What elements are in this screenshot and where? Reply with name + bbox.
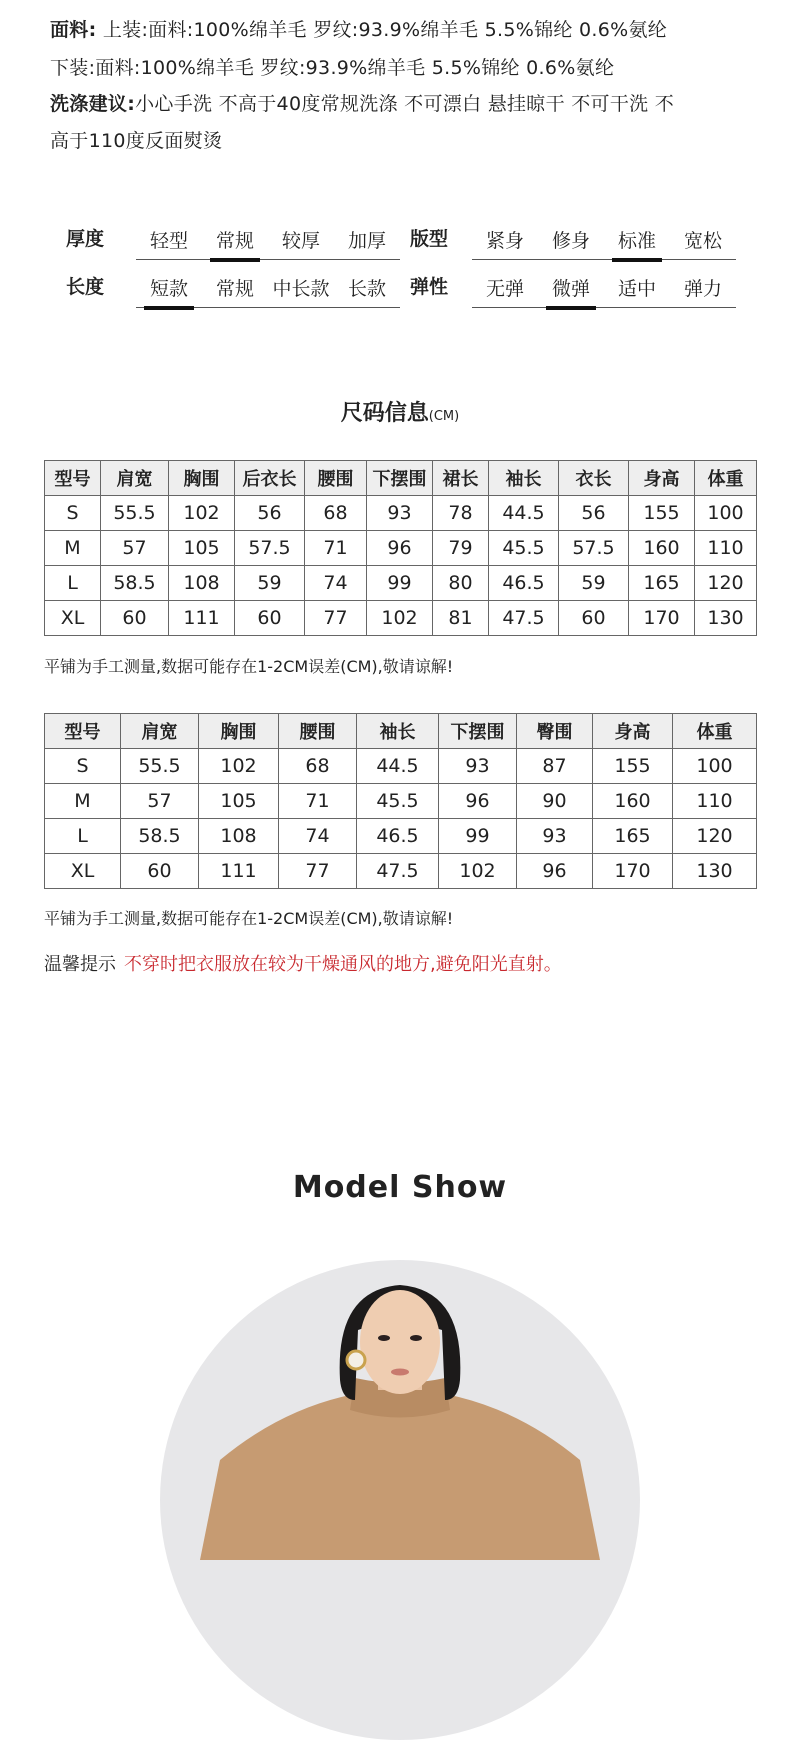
size-info-title-text: 尺码信息 — [340, 401, 429, 426]
table-header-cell: 袖长 — [357, 714, 439, 749]
table-header-cell: 体重 — [695, 461, 757, 496]
table-cell: 71 — [305, 531, 367, 566]
table-cell: 99 — [439, 819, 517, 854]
fit-option: 标准 — [604, 226, 670, 259]
measurement-note-2: 平铺为手工测量,数据可能存在1-2CM误差(CM),敬请谅解! — [44, 909, 454, 928]
fit-option: 宽松 — [683, 230, 722, 252]
table-cell: 74 — [305, 566, 367, 601]
table-cell: 74 — [279, 819, 357, 854]
table-cell: 44.5 — [357, 749, 439, 784]
table-header-cell: 腰围 — [305, 461, 367, 496]
material-line-2: 下装:面料:100%绵羊毛 罗纹:93.9%绵羊毛 5.5%锦纶 0.6%氨纶 — [50, 57, 615, 79]
table-cell: 60 — [121, 854, 199, 889]
table-row — [45, 496, 757, 531]
table-cell: L — [45, 566, 101, 601]
table-cell: 160 — [593, 784, 673, 819]
table-cell: 68 — [305, 496, 367, 531]
table-cell: 56 — [235, 496, 305, 531]
table-cell: 80 — [433, 566, 489, 601]
table-cell: S — [45, 496, 101, 531]
table-header-cell: 衣长 — [559, 461, 629, 496]
table-cell: 87 — [517, 749, 593, 784]
table-cell: 55.5 — [101, 496, 169, 531]
table-cell: 60 — [235, 601, 305, 636]
elasticity-option: 微弹 — [538, 274, 604, 307]
table-header-cell: 胸围 — [199, 714, 279, 749]
table-cell: 100 — [695, 496, 757, 531]
table-cell: 78 — [433, 496, 489, 531]
table-cell: 56 — [559, 496, 629, 531]
care-line-2: 高于110度反面熨烫 — [50, 130, 223, 152]
table-header-cell: 肩宽 — [101, 461, 169, 496]
table-cell: 130 — [673, 854, 757, 889]
table-cell: M — [45, 784, 121, 819]
care-text-1: 小心手洗 不高于40度常规洗涤 不可漂白 悬挂晾干 不可干洗 不 — [135, 93, 675, 115]
table-cell: 93 — [439, 749, 517, 784]
thickness-option: 加厚 — [347, 230, 386, 252]
table-header-cell: 型号 — [45, 714, 121, 749]
table-cell: 111 — [199, 854, 279, 889]
table-cell: 81 — [433, 601, 489, 636]
table-header-row — [45, 714, 757, 749]
table-header-cell: 胸围 — [169, 461, 235, 496]
table-row — [45, 749, 757, 784]
table-cell: 77 — [305, 601, 367, 636]
table-cell: 47.5 — [489, 601, 559, 636]
table-cell: 58.5 — [121, 819, 199, 854]
table-header-cell: 体重 — [673, 714, 757, 749]
measurement-note-1: 平铺为手工测量,数据可能存在1-2CM误差(CM),敬请谅解! — [44, 657, 454, 676]
table-cell: 96 — [517, 854, 593, 889]
table-row — [45, 566, 757, 601]
table-cell: 110 — [673, 784, 757, 819]
table-cell: 105 — [169, 531, 235, 566]
table-cell: S — [45, 749, 121, 784]
table-header-cell: 裙长 — [433, 461, 489, 496]
thickness-options — [136, 226, 400, 260]
thickness-option: 常规 — [202, 226, 268, 259]
elasticity-options — [472, 274, 736, 308]
table-cell: 160 — [629, 531, 695, 566]
table-cell: 108 — [169, 566, 235, 601]
table-cell: 60 — [559, 601, 629, 636]
table-cell: 46.5 — [489, 566, 559, 601]
table-row — [45, 531, 757, 566]
fit-options — [472, 226, 736, 260]
fit-label: 版型 — [410, 228, 449, 250]
table-cell: 68 — [279, 749, 357, 784]
table-cell: L — [45, 819, 121, 854]
table-cell: 102 — [367, 601, 433, 636]
table-cell: 57.5 — [235, 531, 305, 566]
tip-text: 不穿时把衣服放在较为干燥通风的地方,避免阳光直射。 — [124, 954, 562, 975]
tip-label: 温馨提示 — [44, 954, 116, 975]
table-cell: 165 — [593, 819, 673, 854]
table-cell: 93 — [517, 819, 593, 854]
table-cell: 90 — [517, 784, 593, 819]
table-cell: 155 — [629, 496, 695, 531]
table-row — [45, 819, 757, 854]
table-cell: 57.5 — [559, 531, 629, 566]
table-cell: 59 — [559, 566, 629, 601]
table-cell: 57 — [121, 784, 199, 819]
size-table-bottom — [44, 713, 757, 889]
material-top-text: 上装:面料:100%绵羊毛 罗纹:93.9%绵羊毛 5.5%锦纶 0.6%氨纶 — [96, 19, 668, 41]
length-label: 长度 — [66, 276, 105, 298]
model-show-title: Model Show — [292, 1170, 508, 1205]
model-photo — [160, 1260, 640, 1740]
table-row — [45, 854, 757, 889]
material-line-1 — [50, 12, 667, 48]
table-header-cell: 型号 — [45, 461, 101, 496]
table-cell: 57 — [101, 531, 169, 566]
size-info-unit: (CM) — [428, 409, 460, 424]
table-cell: 46.5 — [357, 819, 439, 854]
table-cell: 105 — [199, 784, 279, 819]
thickness-option: 轻型 — [149, 230, 188, 252]
length-option: 短款 — [136, 274, 202, 307]
table-cell: 71 — [279, 784, 357, 819]
elasticity-option: 适中 — [617, 278, 656, 300]
table-cell: 102 — [439, 854, 517, 889]
table-cell: 102 — [169, 496, 235, 531]
model-illustration — [160, 1260, 640, 1560]
table-header-cell: 后衣长 — [235, 461, 305, 496]
table-header-cell: 身高 — [629, 461, 695, 496]
table-cell: 58.5 — [101, 566, 169, 601]
table-cell: 170 — [629, 601, 695, 636]
table-cell: 44.5 — [489, 496, 559, 531]
thickness-option: 较厚 — [281, 230, 320, 252]
table-row — [45, 784, 757, 819]
table-cell: 45.5 — [489, 531, 559, 566]
material-label: 面料: — [50, 19, 97, 41]
table-cell: 130 — [695, 601, 757, 636]
table-header-cell: 下摆围 — [439, 714, 517, 749]
table-cell: 79 — [433, 531, 489, 566]
table-header-cell: 臀围 — [517, 714, 593, 749]
table-cell: 110 — [695, 531, 757, 566]
table-cell: 47.5 — [357, 854, 439, 889]
table-cell: 170 — [593, 854, 673, 889]
table-cell: 96 — [367, 531, 433, 566]
table-header-row — [45, 461, 757, 496]
elasticity-label: 弹性 — [410, 276, 449, 298]
table-cell: 59 — [235, 566, 305, 601]
table-cell: 60 — [101, 601, 169, 636]
table-cell: 77 — [279, 854, 357, 889]
care-line-1 — [50, 86, 674, 122]
table-cell: XL — [45, 854, 121, 889]
table-cell: 165 — [629, 566, 695, 601]
elasticity-option: 无弹 — [485, 278, 524, 300]
table-cell: XL — [45, 601, 101, 636]
table-cell: 55.5 — [121, 749, 199, 784]
length-option: 中长款 — [272, 278, 330, 300]
table-cell: 100 — [673, 749, 757, 784]
size-table-top — [44, 460, 757, 636]
table-header-cell: 下摆围 — [367, 461, 433, 496]
table-cell: 93 — [367, 496, 433, 531]
length-options — [136, 274, 400, 308]
table-cell: 45.5 — [357, 784, 439, 819]
table-cell: 155 — [593, 749, 673, 784]
table-header-cell: 袖长 — [489, 461, 559, 496]
table-cell: M — [45, 531, 101, 566]
fit-option: 修身 — [551, 230, 590, 252]
table-cell: 102 — [199, 749, 279, 784]
table-cell: 96 — [439, 784, 517, 819]
table-header-cell: 腰围 — [279, 714, 357, 749]
table-header-cell: 肩宽 — [121, 714, 199, 749]
care-label: 洗涤建议: — [50, 93, 136, 115]
table-cell: 120 — [695, 566, 757, 601]
thickness-label: 厚度 — [66, 228, 105, 250]
table-cell: 120 — [673, 819, 757, 854]
table-cell: 99 — [367, 566, 433, 601]
care-tip — [44, 950, 562, 976]
fit-option: 紧身 — [485, 230, 524, 252]
table-cell: 108 — [199, 819, 279, 854]
length-option: 常规 — [215, 278, 254, 300]
size-info-title — [0, 396, 800, 427]
elasticity-option: 弹力 — [683, 278, 722, 300]
table-header-cell: 身高 — [593, 714, 673, 749]
table-row — [45, 601, 757, 636]
length-option: 长款 — [347, 278, 386, 300]
table-cell: 111 — [169, 601, 235, 636]
